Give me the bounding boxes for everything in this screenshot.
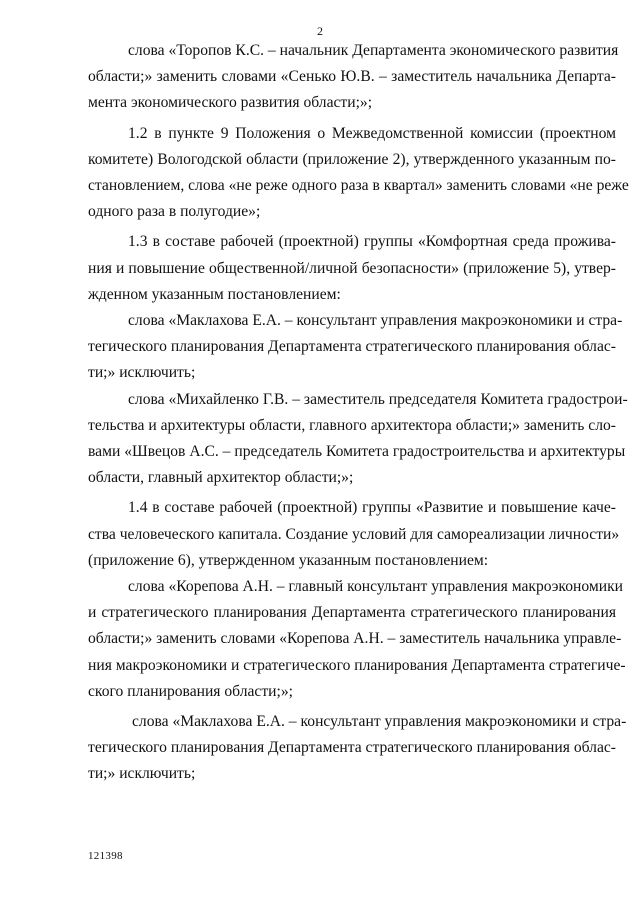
text-line: слова «Михайленко Г.В. – заместитель председателя Комитета градострои- (128, 390, 628, 408)
text-line: ния и повышение общественной/личной безопасности» (приложение 5), утвер- (88, 259, 616, 277)
text-line: жденном указанным постановлением: (88, 285, 341, 303)
text-line: ского планирования области;»; (88, 682, 293, 700)
text-line: одного раза в полугодие»; (88, 203, 261, 221)
text-line: области;» заменить словами «Сенько Ю.В. – заместитель начальника Департа- (88, 68, 616, 86)
text-line: тельства и архитектуры области, главного архитектора области;» заменить сло- (88, 416, 616, 434)
text-line: 1.4 в составе рабочей (проектной) группы «Развитие и повышение каче- (128, 499, 616, 517)
text-line: слова «Маклахова Е.А. – консультант управления макроэкономики и стра- (128, 312, 623, 330)
text-line: ти;» исключить; (88, 364, 196, 382)
text-line: слова «Торопов К.С. – начальник Департамента экономического развития (128, 42, 619, 59)
page-number: 2 (317, 24, 323, 38)
text-line: ния макроэкономики и стратегического планирования Департамента стратегиче- (88, 656, 626, 674)
text-line: ства человеческого капитала. Создание условий для самореализации личности» (88, 525, 620, 543)
text-line: слова «Маклахова Е.А. – консультант управления макроэкономики и стра- (132, 713, 627, 731)
text-line: вами «Швецов А.С. – председатель Комитета градостроительства и архитектуры (88, 443, 626, 461)
text-line: комитете) Вологодской области (приложение 2), утвержденного указанным по- (88, 150, 616, 168)
document-body (88, 38, 629, 788)
text-line: тегического планирования Департамента стратегического планирования облас- (88, 739, 616, 757)
text-line: становлением, слова «не реже одного раза в квартал» заменить словами «не реже (88, 177, 629, 195)
text-line: мента экономического развития области;»; (88, 94, 373, 112)
document-code: 121398 (88, 850, 123, 862)
text-line: 1.2 в пункте 9 Положения о Межведомственной комиссии (проектном (128, 124, 616, 142)
text-line: области, главный архитектор области;»; (88, 469, 354, 487)
text-line: области;» заменить словами «Корепова А.Н. – заместитель начальника управле- (88, 630, 622, 648)
text-line: и стратегического планирования Департамента стратегического планирования (88, 604, 616, 622)
text-line: тегического планирования Департамента стратегического планирования облас- (88, 338, 616, 356)
text-line: слова «Корепова А.Н. – главный консультант управления макроэкономики (128, 578, 623, 596)
text-line: (приложение 6), утвержденном указанным постановлением: (88, 551, 489, 569)
text-line: ти;» исключить; (88, 765, 196, 783)
text-line: 1.3 в составе рабочей (проектной) группы «Комфортная среда прожива- (128, 233, 616, 251)
